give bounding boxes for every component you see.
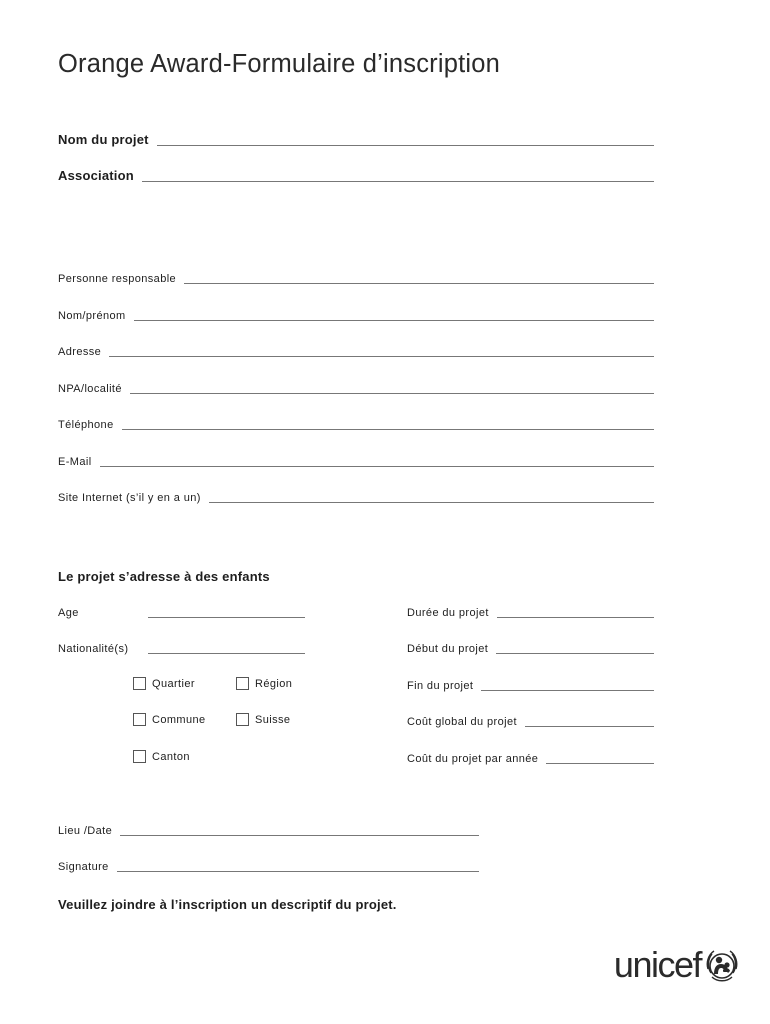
responsible-line[interactable] (184, 283, 654, 284)
checkbox-box[interactable] (133, 750, 146, 763)
phone-field[interactable] (58, 414, 654, 432)
responsible-label: Personne responsable (58, 273, 177, 285)
end-label: Fin du projet (407, 680, 474, 692)
age-line[interactable] (148, 617, 305, 618)
checkbox-label: Commune (152, 713, 206, 726)
place-date-line[interactable] (120, 835, 479, 836)
association-field[interactable] (58, 166, 654, 184)
duration-field[interactable] (407, 602, 654, 620)
website-label: Site Internet (s’il y en a un) (58, 492, 201, 504)
start-field[interactable] (407, 638, 654, 656)
project-name-field[interactable] (58, 130, 654, 148)
checkbox-commune[interactable] (133, 713, 206, 726)
postcode-label: NPA/localité (58, 383, 122, 395)
annual-cost-field[interactable] (407, 748, 654, 766)
address-field[interactable] (58, 341, 654, 359)
age-field[interactable] (58, 602, 305, 620)
project-name-label: Nom du projet (58, 132, 149, 147)
logo-text: unicef (613, 944, 701, 985)
checkbox-box[interactable] (133, 677, 146, 690)
postcode-field[interactable] (58, 378, 654, 396)
nationality-line[interactable] (148, 653, 305, 654)
age-label: Age (58, 607, 79, 619)
annual-cost-line[interactable] (546, 763, 654, 764)
annual-cost-label: Coût du projet par année (407, 753, 539, 765)
total-cost-line[interactable] (525, 726, 654, 727)
email-field[interactable] (58, 451, 654, 469)
signature-label: Signature (58, 861, 109, 873)
checkbox-label: Région (255, 677, 293, 690)
end-line[interactable] (481, 690, 654, 691)
name-label: Nom/prénom (58, 310, 126, 322)
checkbox-box[interactable] (236, 713, 249, 726)
nationality-field[interactable] (58, 638, 305, 656)
signature-field[interactable] (58, 856, 479, 874)
children-heading: Le projet s’adresse à des enfants (58, 569, 270, 584)
total-cost-label: Coût global du projet (407, 716, 517, 728)
duration-label: Durée du projet (407, 607, 489, 619)
association-label: Association (58, 168, 134, 183)
name-line[interactable] (134, 320, 654, 321)
checkbox-canton[interactable] (133, 750, 190, 763)
unicef-emblem-icon (702, 945, 742, 985)
checkbox-box[interactable] (133, 713, 146, 726)
website-line[interactable] (209, 502, 654, 503)
address-label: Adresse (58, 346, 102, 358)
end-field[interactable] (407, 675, 654, 693)
address-line[interactable] (109, 356, 654, 357)
page-title: Orange Award-Formulaire d’inscription (58, 50, 501, 78)
nationality-label: Nationalité(s) (58, 643, 129, 655)
place-date-field[interactable] (58, 820, 479, 838)
checkbox-box[interactable] (236, 677, 249, 690)
postcode-line[interactable] (130, 393, 654, 394)
checkbox-region[interactable] (236, 677, 292, 690)
checkbox-label: Quartier (152, 677, 195, 690)
responsible-field[interactable] (58, 268, 654, 286)
phone-line[interactable] (122, 429, 654, 430)
checkbox-quartier[interactable] (133, 677, 195, 690)
checkbox-label: Suisse (255, 713, 291, 726)
place-date-label: Lieu /Date (58, 825, 113, 837)
phone-label: Téléphone (58, 419, 114, 431)
website-field[interactable] (58, 487, 654, 505)
signature-line[interactable] (117, 871, 479, 872)
project-name-line[interactable] (157, 145, 654, 146)
start-line[interactable] (496, 653, 654, 654)
unicef-logo (614, 945, 742, 985)
association-line[interactable] (142, 181, 654, 182)
total-cost-field[interactable] (407, 711, 654, 729)
duration-line[interactable] (497, 617, 654, 618)
checkbox-label: Canton (152, 750, 190, 763)
email-line[interactable] (100, 466, 654, 467)
start-label: Début du projet (407, 643, 489, 655)
footer-note: Veuillez joindre à l’inscription un descriptif du projet. (58, 897, 397, 912)
name-field[interactable] (58, 305, 654, 323)
checkbox-suisse[interactable] (236, 713, 290, 726)
email-label: E-Mail (58, 456, 92, 468)
